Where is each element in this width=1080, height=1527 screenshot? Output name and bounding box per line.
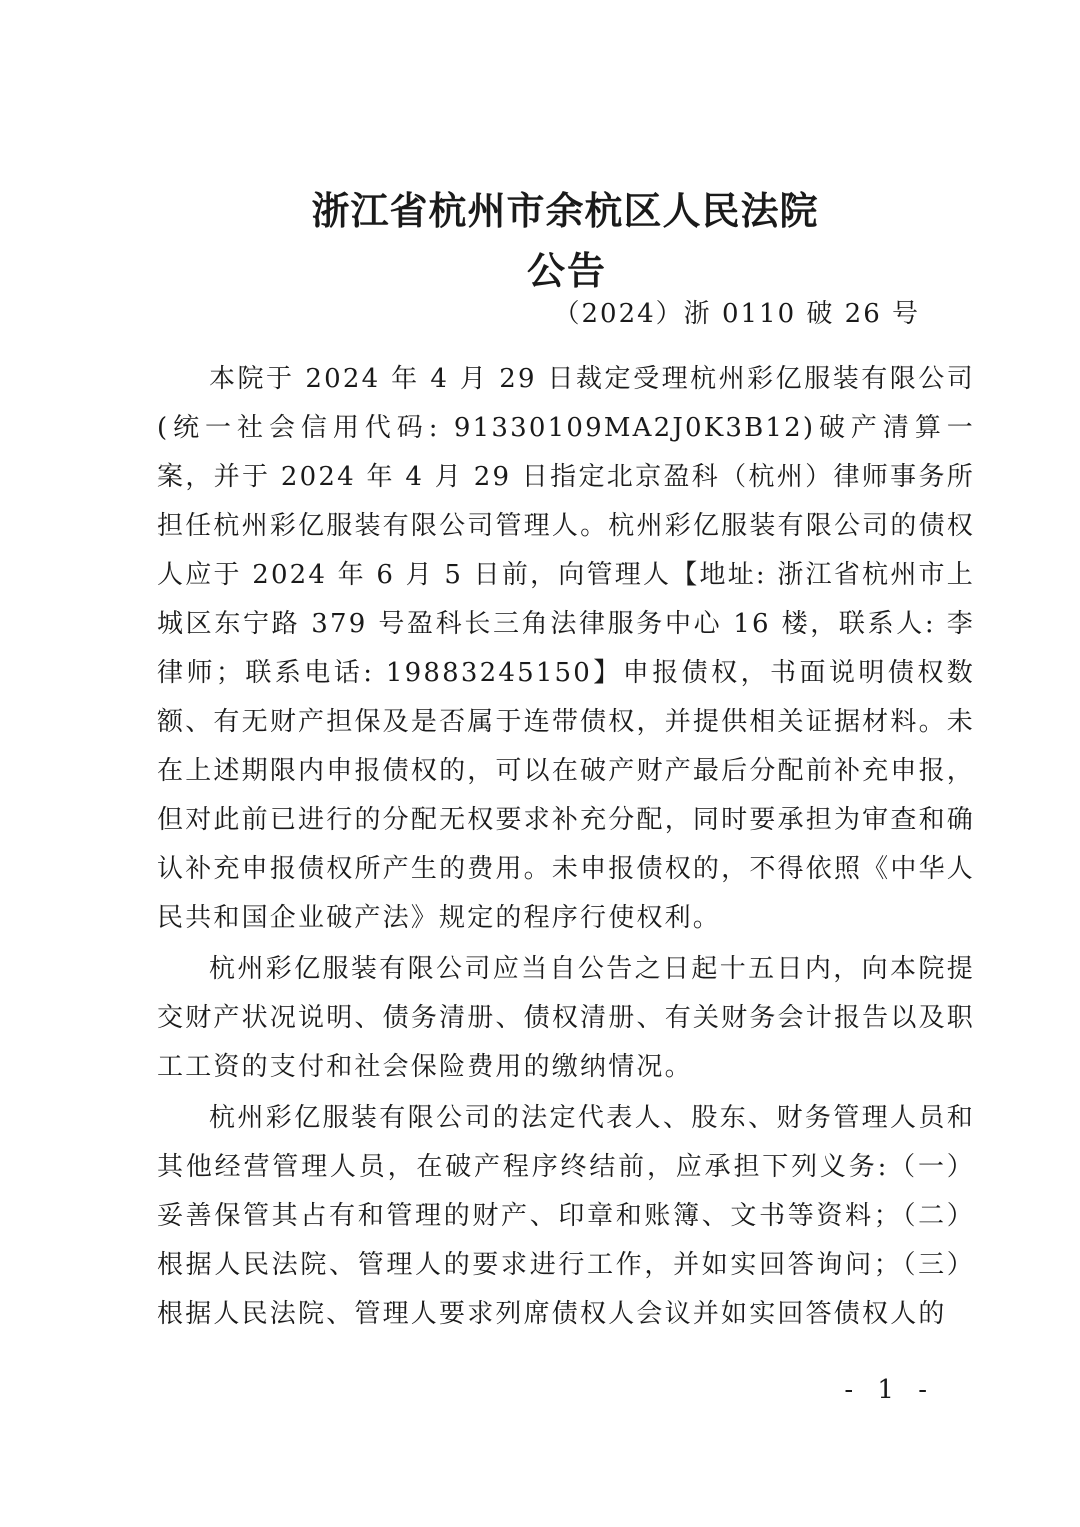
paragraph-obligations: 杭州彩亿服装有限公司的法定代表人、股东、财务管理人员和其他经营管理人员，在破产程序终结前，应承担下列义务:（一）妥善保管其占有和管理的财产、印章和账簿、文书等资料；（二）根据人民法院、管理人的要求进行工作，并如实回答询问；（三）根据人民法院、管理人要求列席债权人会议并如实回答债权人的 (157, 1103, 975, 1329)
court-name-heading: 浙江省杭州市余杭区人民法院 (311, 188, 819, 233)
notice-body (157, 355, 975, 1341)
paragraph-debtor-submission: 杭州彩亿服装有限公司应当自公告之日起十五日内，向本院提交财产状况说明、债务清册、债权清册、有关财务会计报告以及职工工资的支付和社会保险费用的缴纳情况。 (157, 954, 975, 1082)
paragraph-claims-filing: 本院于 2024 年 4 月 29 日裁定受理杭州彩亿服装有限公司(统一社会信用代码: 91330109MA2J0K3B12)破产清算一案，并于 2024 年 4 月 29 日指定北京盈科（杭州）律师事务所担任杭州彩亿服装有限公司管理人。杭州彩亿服装有限公司的债权人应于 2024 年 6 月 5 日前，向管理人【地址: 浙江省杭州市上城区东宁路 379 号盈科长三角法律服务中心 16 楼，联系人: 李律师；联系电话: 19883245150】申报债权，书面说明债权数额、有无财产担保及是否属于连带债权，并提供相关证据材料。未在上述期限内申报债权的，可以在破产财产最后分配前补充申报，但对此前已进行的分配无权要求补充分配，同时要承担为审查和确认补充申报债权所产生的费用。未申报债权的，不得依照《中华人民共和国企业破产法》规定的程序行使权利。 (157, 364, 975, 933)
page-number: - 1 - (844, 1375, 935, 1405)
document-title: 公告 (526, 248, 607, 293)
case-number: （2024）浙 0110 破 26 号 (553, 299, 920, 329)
